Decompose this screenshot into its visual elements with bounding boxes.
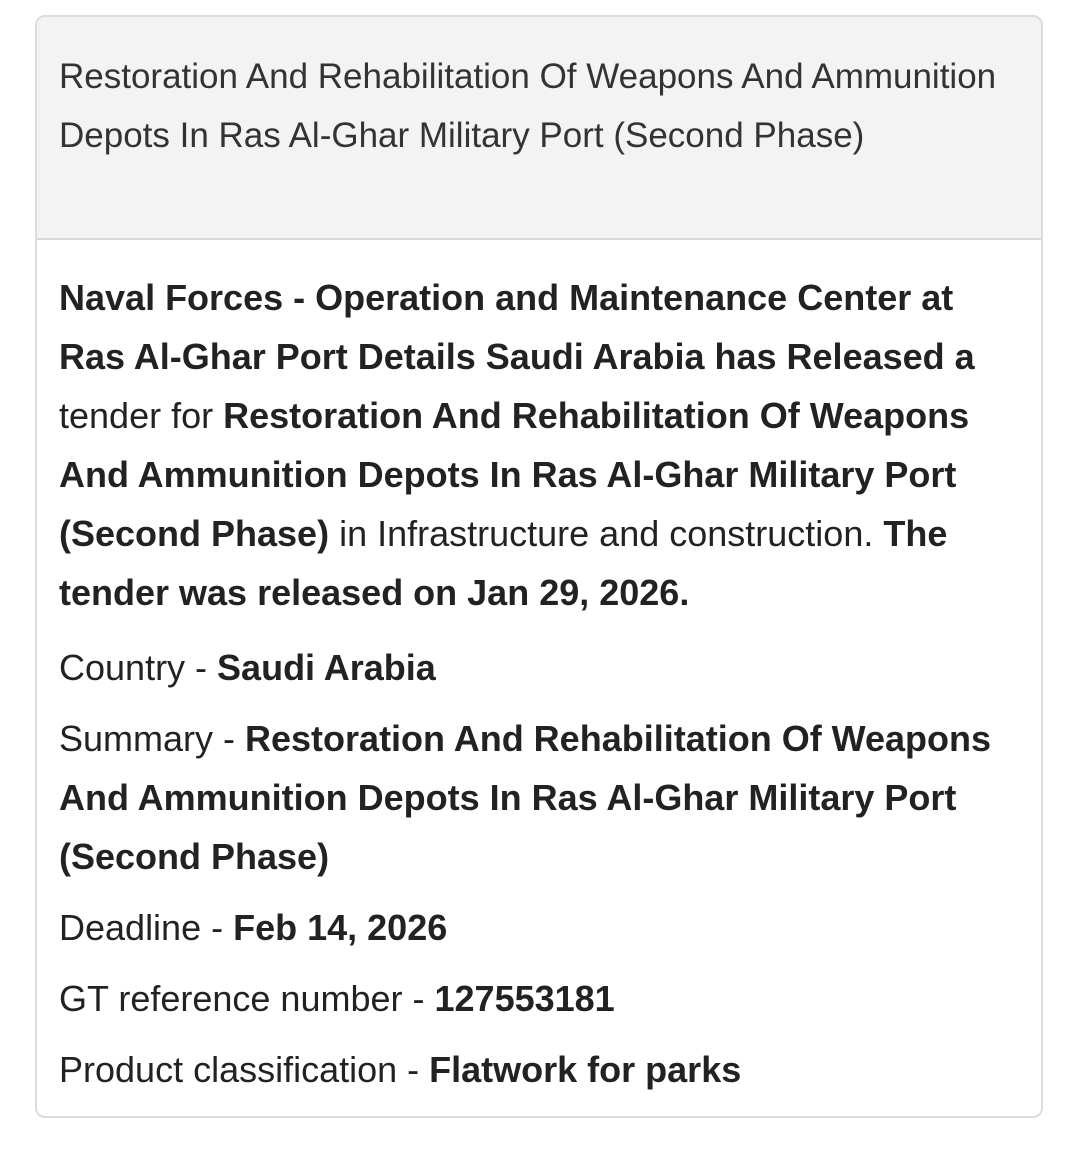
deadline-label: Deadline - xyxy=(59,907,234,948)
summary-field xyxy=(59,709,1019,886)
release-date-text: The tender was released on Jan 29, 2026. xyxy=(59,513,948,613)
reference-number-value: 127553181 xyxy=(434,978,615,1019)
summary-label: Summary - xyxy=(59,718,246,759)
country-field xyxy=(59,638,1019,697)
reference-number-label: GT reference number - xyxy=(59,978,435,1019)
deadline-value: Feb 14, 2026 xyxy=(233,907,448,948)
tender-for-text: tender for xyxy=(59,395,224,436)
tender-description xyxy=(59,268,1019,622)
product-classification-value: Flatwork for parks xyxy=(429,1049,742,1090)
tender-title: Restoration And Rehabilitation Of Weapons And Ammunition Depots In Ras Al-Ghar Military Port (Second Phase) xyxy=(59,57,997,155)
summary-value: Restoration And Rehabilitation Of Weapons And Ammunition Depots In Ras Al-Ghar Military Port (Second Phase) xyxy=(59,718,992,877)
card-header xyxy=(37,17,1041,240)
product-classification-field xyxy=(59,1040,1019,1099)
country-label: Country - xyxy=(59,647,218,688)
issuing-organization: Naval Forces - Operation and Maintenance Center at Ras Al-Ghar Port Details Saudi Arabia has Released a xyxy=(59,277,975,377)
country-value: Saudi Arabia xyxy=(217,647,436,688)
card-body xyxy=(37,240,1041,1099)
description-tender-title: Restoration And Rehabilitation Of Weapons And Ammunition Depots In Ras Al-Ghar Military Port (Second Phase) xyxy=(59,395,970,554)
product-classification-label: Product classification - xyxy=(59,1049,430,1090)
deadline-field xyxy=(59,898,1019,957)
tender-card xyxy=(35,15,1043,1118)
reference-number-field xyxy=(59,969,1019,1028)
category-text: in Infrastructure and construction. xyxy=(329,513,884,554)
